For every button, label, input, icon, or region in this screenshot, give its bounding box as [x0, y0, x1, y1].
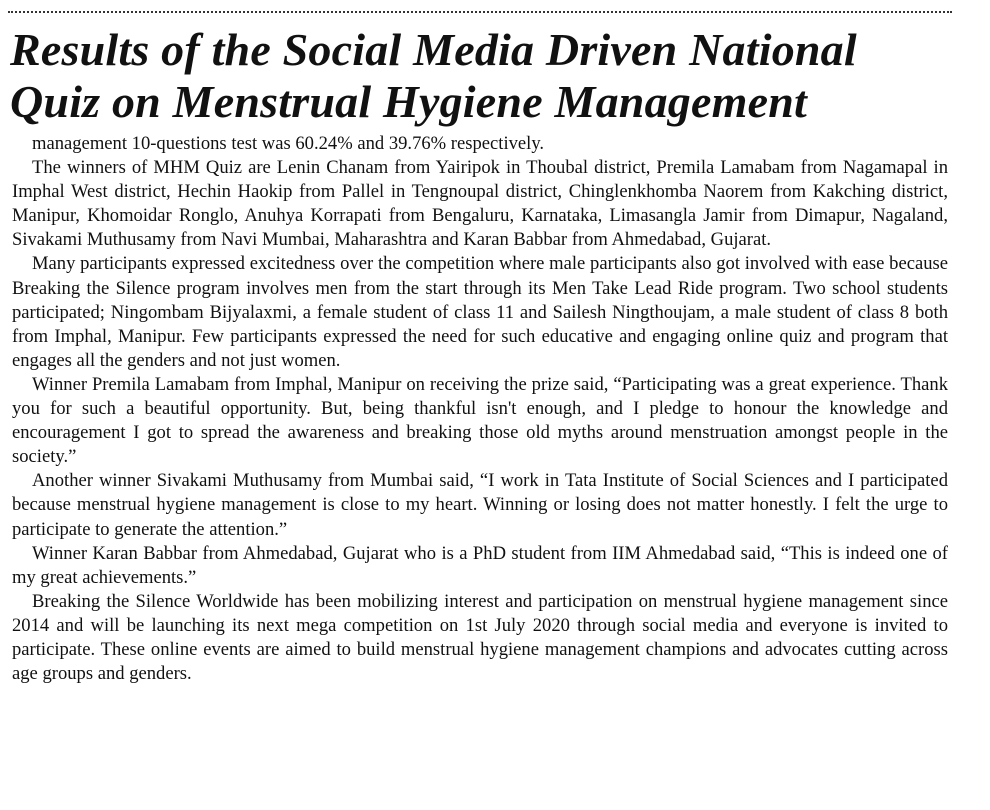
paragraph: Many participants expressed excitedness over the competition where male participants also got involved with ease because Breaking the Silence program involves men from the start through its Men Take Lead Ride program. Two school students participated; Ningombam Bijyalaxmi, a female student of class 11 and Sailesh Ningthoujam, a male student of class 8 both from Imphal, Manipur. Few participants expressed the need for such educative and engaging online quiz and program that engages all the genders and not just women. [12, 253, 948, 371]
headline-line-1: Results of the Social Media Driven National [10, 24, 857, 75]
paragraph: The winners of MHM Quiz are Lenin Chanam from Yairipok in Thoubal district, Premila Lamabam from Nagamapal in Imphal West district, Hechin Haokip from Pallel in Tengnoupal district, Chinglenkhomba Naorem from Kakching district, Manipur, Khomoidar Ronglo, Anuhya Korrapati from Bengaluru, Karnataka, Limasangla Jamir from Dimapur, Nagaland, Sivakami Muthusamy from Navi Mumbai, Maharashtra and Karan Babbar from Ahmedabad, Gujarat. [12, 157, 948, 251]
headline [10, 24, 960, 128]
headline-line-2: Quiz on Menstrual Hygiene Management [10, 76, 807, 127]
top-dotted-rule [8, 11, 952, 13]
paragraph: Winner Karan Babbar from Ahmedabad, Gujarat who is a PhD student from IIM Ahmedabad said, “This is indeed one of my great achievements.” [12, 542, 948, 588]
paragraph: Another winner Sivakami Muthusamy from Mumbai said, “I work in Tata Institute of Social Sciences and I participated because menstrual hygiene management is close to my heart. Winning or losing does not matter honestly. I felt the urge to participate to generate the attention.” [12, 470, 948, 540]
paragraph: Breaking the Silence Worldwide has been mobilizing interest and participation on menstrual hygiene management since 2014 and will be launching its next mega competition on 1st July 2020 through social media and everyone is invited to participate. These online events are aimed to build menstrual hygiene management champions and advocates cutting across age groups and genders. [12, 590, 948, 685]
paragraph: management 10-questions test was 60.24% and 39.76% respectively. [32, 133, 545, 154]
article-body [12, 132, 948, 686]
paragraph: Winner Premila Lamabam from Imphal, Manipur on receiving the prize said, “Participating was a great experience. Thank you for such a beautiful opportunity. But, being thankful isn't enough, and I pledge to honour the knowledge and encouragement I got to spread the awareness and breaking those old myths around menstruation amongst people in the society.” [12, 373, 948, 468]
